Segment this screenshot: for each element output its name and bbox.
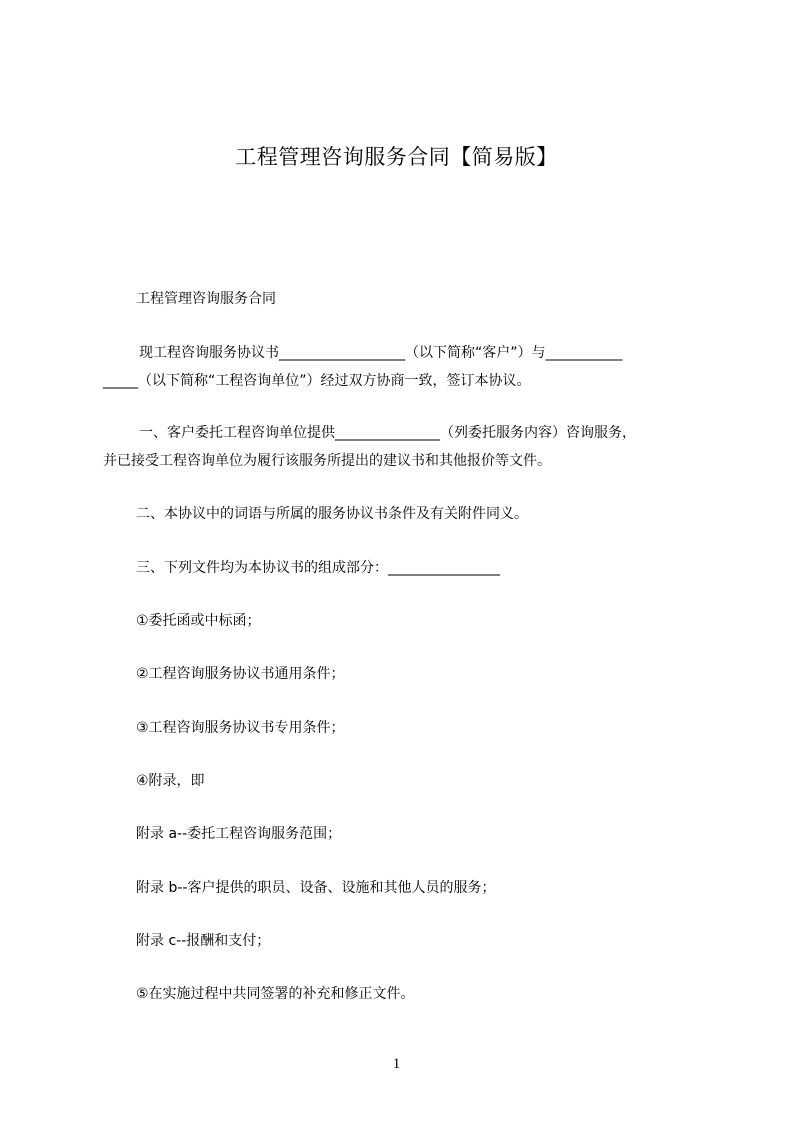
list-item-2: ②工程咨询服务协议书通用条件； [136, 666, 345, 682]
paragraph-2-line-2: 并已接受工程咨询单位为履行该服务所提出的建议书和其他报价等文件。 [103, 453, 551, 469]
paragraph-1-line-1: 现工程咨询服务协议书__________________（以下简称“客户”）与___________ [139, 345, 623, 361]
list-item-4: ④附录，即 [136, 773, 205, 789]
paragraph-1-line-2: _____（以下简称“工程咨询单位”）经过双方协商一致，签订本协议。 [103, 373, 531, 389]
paragraph-3: 二、本协议中的词语与所属的服务协议书条件及有关附件同义。 [136, 506, 528, 522]
appendix-b: 附录 b--客户提供的职员、设备、设施和其他人员的服务； [136, 880, 496, 896]
paragraph-4: 三、下列文件均为本协议书的组成部分：________________ [136, 560, 500, 576]
document-title: 工程管理咨询服务合同【简易版】 [235, 145, 558, 169]
list-item-3: ③工程咨询服务协议书专用条件； [136, 720, 345, 736]
page-number: 1 [392, 1056, 401, 1072]
paragraph-2-line-1: 一、客户委托工程咨询单位提供_______________（列委托服务内容）咨询服务， [139, 425, 636, 441]
contract-heading: 工程管理咨询服务合同 [136, 291, 276, 307]
appendix-c: 附录 c--报酬和支付； [136, 933, 271, 949]
list-item-1: ①委托函或中标函； [136, 613, 261, 629]
list-item-5: ⑤在实施过程中共同签署的补充和修正文件。 [136, 986, 415, 1002]
appendix-a: 附录 a--委托工程咨询服务范围； [136, 826, 342, 842]
